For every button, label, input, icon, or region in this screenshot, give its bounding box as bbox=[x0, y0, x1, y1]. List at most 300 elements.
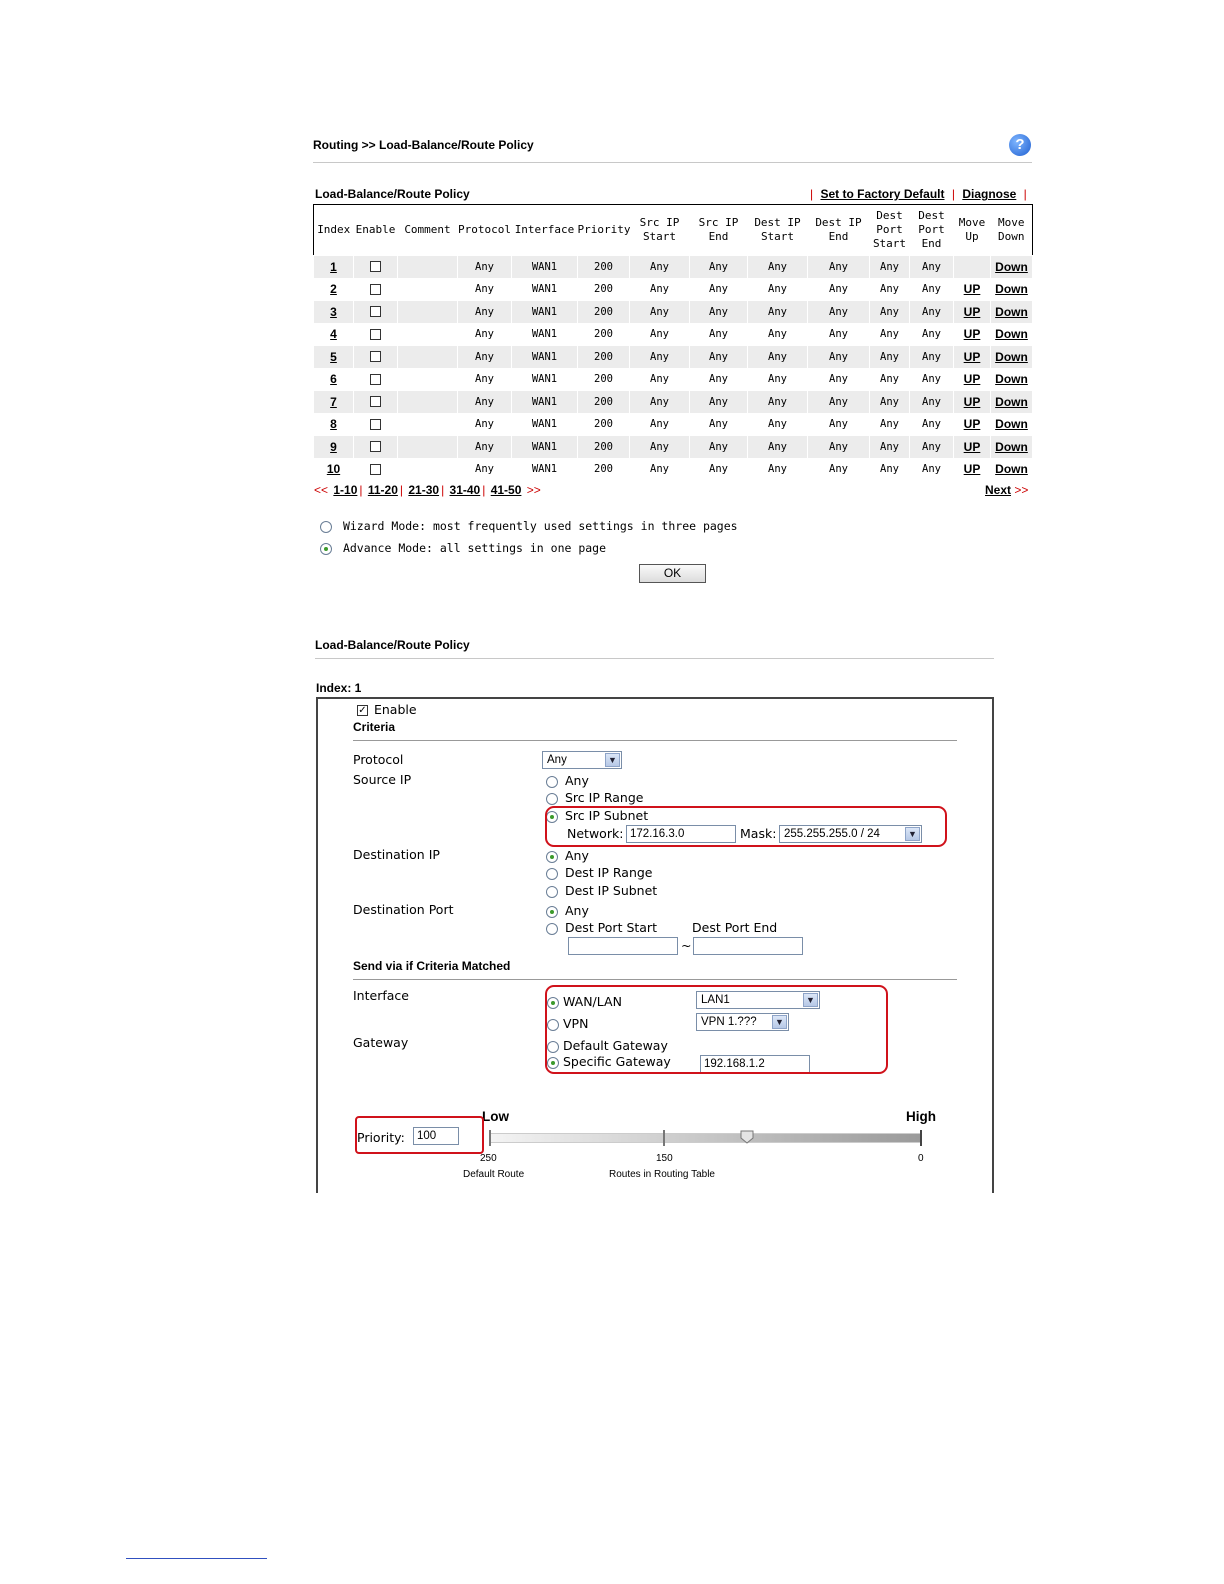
page-link[interactable]: 1-10 bbox=[333, 483, 358, 497]
row-comment bbox=[398, 413, 458, 436]
row-dst-start: Any bbox=[748, 436, 808, 459]
move-down-cell bbox=[991, 256, 1033, 279]
row-comment bbox=[398, 256, 458, 279]
row-index-link[interactable]: 3 bbox=[314, 301, 354, 324]
row-enable-cell bbox=[354, 323, 398, 346]
criteria-divider bbox=[353, 740, 957, 741]
row-dst-start: Any bbox=[748, 458, 808, 481]
table-row bbox=[314, 346, 1033, 369]
wizard-mode-radio[interactable] bbox=[320, 521, 332, 533]
row-priority: 200 bbox=[578, 323, 630, 346]
move-down-link[interactable]: Down bbox=[995, 304, 1028, 319]
row-priority: 200 bbox=[578, 368, 630, 391]
move-down-link[interactable]: Down bbox=[995, 327, 1028, 342]
move-down-link[interactable]: Down bbox=[995, 349, 1028, 364]
priority-slider-track[interactable] bbox=[490, 1133, 922, 1143]
move-up-cell bbox=[954, 436, 991, 459]
link-separator: | bbox=[1023, 187, 1027, 201]
move-down-link[interactable]: Down bbox=[995, 394, 1028, 409]
row-interface: WAN1 bbox=[512, 413, 578, 436]
row-enable-cell bbox=[354, 458, 398, 481]
column-header: Dest Port Start bbox=[872, 209, 907, 250]
vpn-select-value: VPN 1.??? bbox=[701, 1016, 757, 1028]
dst-any-option[interactable] bbox=[546, 848, 589, 863]
row-index-link[interactable]: 5 bbox=[314, 346, 354, 369]
footer-line bbox=[126, 1558, 267, 1559]
enable-checkbox[interactable] bbox=[357, 705, 368, 716]
row-interface: WAN1 bbox=[512, 256, 578, 279]
row-interface: WAN1 bbox=[512, 323, 578, 346]
row-src-end: Any bbox=[690, 346, 748, 369]
row-protocol: Any bbox=[458, 436, 512, 459]
table-row bbox=[314, 323, 1033, 346]
dst-subnet-option[interactable] bbox=[546, 883, 657, 898]
low-label: Low bbox=[482, 1109, 509, 1124]
dst-range-option[interactable] bbox=[546, 865, 653, 880]
port-tilde: ~ bbox=[681, 938, 692, 953]
row-protocol: Any bbox=[458, 323, 512, 346]
diagnose-link[interactable]: Diagnose bbox=[962, 187, 1017, 201]
index-label: Index: 1 bbox=[316, 681, 362, 695]
move-up-cell bbox=[954, 301, 991, 324]
table-row bbox=[314, 256, 1033, 279]
row-interface: WAN1 bbox=[512, 436, 578, 459]
dport-any-option[interactable] bbox=[546, 903, 589, 918]
move-down-link[interactable]: Down bbox=[995, 372, 1028, 387]
high-label: High bbox=[906, 1109, 936, 1124]
row-dport-start: Any bbox=[870, 436, 910, 459]
slider-tick-250 bbox=[489, 1130, 491, 1146]
dst-any-label: Any bbox=[564, 848, 589, 863]
dst-subnet-radio[interactable] bbox=[546, 886, 558, 898]
src-any-label: Any bbox=[564, 773, 589, 788]
row-comment bbox=[398, 436, 458, 459]
pager-separator: | bbox=[482, 483, 486, 497]
move-down-cell bbox=[991, 323, 1033, 346]
row-interface: WAN1 bbox=[512, 346, 578, 369]
row-src-start: Any bbox=[630, 436, 690, 459]
move-up-cell bbox=[954, 391, 991, 414]
row-dport-end: Any bbox=[910, 413, 954, 436]
specific-gw-label: Specific Gateway bbox=[562, 1054, 671, 1069]
move-up-cell bbox=[954, 278, 991, 301]
row-enable-cell bbox=[354, 301, 398, 324]
column-header: Move Up bbox=[958, 216, 986, 243]
page-link[interactable]: 21-30 bbox=[408, 483, 440, 497]
move-down-link[interactable]: Down bbox=[995, 282, 1028, 297]
header-divider bbox=[313, 162, 1032, 163]
move-up-link[interactable]: UP bbox=[963, 349, 981, 364]
link-separator: | bbox=[951, 187, 955, 201]
row-priority: 200 bbox=[578, 278, 630, 301]
move-up-cell bbox=[954, 413, 991, 436]
row-index-link[interactable]: 7 bbox=[314, 391, 354, 414]
chevron-down-icon: ▼ bbox=[905, 827, 920, 841]
row-protocol: Any bbox=[458, 368, 512, 391]
row-priority: 200 bbox=[578, 391, 630, 414]
row-enable-checkbox[interactable] bbox=[370, 419, 381, 430]
row-dst-end: Any bbox=[808, 413, 870, 436]
row-dport-end: Any bbox=[910, 458, 954, 481]
dst-subnet-label: Dest IP Subnet bbox=[564, 883, 658, 898]
row-dport-start: Any bbox=[870, 301, 910, 324]
row-enable-cell bbox=[354, 256, 398, 279]
dport-start-label: Dest Port Start bbox=[564, 920, 657, 935]
breadcrumb: Routing >> Load-Balance/Route Policy bbox=[313, 138, 534, 152]
row-src-start: Any bbox=[630, 346, 690, 369]
row-index-link[interactable]: 10 bbox=[314, 458, 354, 481]
gateway-label: Gateway bbox=[353, 1035, 409, 1050]
protocol-select[interactable] bbox=[542, 751, 622, 769]
table-title: Load-Balance/Route Policy bbox=[315, 187, 470, 201]
wanlan-select-value: LAN1 bbox=[701, 994, 730, 1006]
row-index-link[interactable]: 2 bbox=[314, 278, 354, 301]
row-src-end: Any bbox=[690, 458, 748, 481]
row-dport-start: Any bbox=[870, 368, 910, 391]
row-enable-checkbox[interactable] bbox=[370, 261, 381, 272]
gateway-input[interactable]: 192.168.1.2 bbox=[700, 1055, 810, 1073]
row-dport-start: Any bbox=[870, 458, 910, 481]
dst-any-radio[interactable] bbox=[546, 851, 558, 863]
pager-more[interactable]: >> bbox=[526, 483, 541, 497]
row-interface: WAN1 bbox=[512, 458, 578, 481]
row-enable-cell bbox=[354, 413, 398, 436]
move-down-cell bbox=[991, 278, 1033, 301]
row-dport-start: Any bbox=[870, 323, 910, 346]
protocol-label: Protocol bbox=[353, 752, 404, 767]
tick-label-0: 0 bbox=[918, 1153, 924, 1164]
enable-label: Enable bbox=[373, 702, 417, 717]
move-down-cell bbox=[991, 436, 1033, 459]
row-src-end: Any bbox=[690, 278, 748, 301]
row-priority: 200 bbox=[578, 256, 630, 279]
chevron-down-icon: ▼ bbox=[605, 753, 620, 767]
row-enable-cell bbox=[354, 368, 398, 391]
row-enable-cell bbox=[354, 278, 398, 301]
priority-input[interactable]: 100 bbox=[413, 1127, 459, 1145]
row-dst-start: Any bbox=[748, 391, 808, 414]
advance-mode-option[interactable] bbox=[320, 541, 606, 555]
advance-mode-label: Advance Mode: all settings in one page bbox=[342, 541, 607, 555]
move-up-link[interactable]: UP bbox=[963, 462, 981, 477]
row-src-start: Any bbox=[630, 323, 690, 346]
row-protocol: Any bbox=[458, 256, 512, 279]
move-up-cell bbox=[954, 346, 991, 369]
vpn-label: VPN bbox=[562, 1016, 589, 1031]
table-row bbox=[314, 458, 1033, 481]
move-down-link[interactable]: Down bbox=[995, 417, 1028, 432]
dest-port-label: Destination Port bbox=[353, 902, 454, 917]
column-header: Index bbox=[317, 223, 351, 236]
wizard-mode-option[interactable] bbox=[320, 519, 738, 533]
row-dport-start: Any bbox=[870, 346, 910, 369]
src-any-option[interactable] bbox=[546, 773, 589, 788]
table-row bbox=[314, 278, 1033, 301]
move-down-cell bbox=[991, 346, 1033, 369]
column-header: Dest Port End bbox=[918, 209, 945, 250]
row-enable-checkbox[interactable] bbox=[370, 441, 381, 452]
row-dst-end: Any bbox=[808, 391, 870, 414]
row-enable-checkbox[interactable] bbox=[370, 374, 381, 385]
row-enable-checkbox[interactable] bbox=[370, 351, 381, 362]
row-comment bbox=[398, 368, 458, 391]
row-interface: WAN1 bbox=[512, 278, 578, 301]
dport-range-option[interactable] bbox=[546, 920, 657, 935]
next-arrow: >> bbox=[1014, 483, 1029, 497]
row-index-link[interactable]: 1 bbox=[314, 256, 354, 279]
row-dst-end: Any bbox=[808, 278, 870, 301]
pager-separator: | bbox=[441, 483, 445, 497]
table-row bbox=[314, 436, 1033, 459]
dport-range-radio[interactable] bbox=[546, 923, 558, 935]
dport-end-label: Dest Port End bbox=[692, 920, 778, 935]
row-enable-checkbox[interactable] bbox=[370, 284, 381, 295]
dport-any-label: Any bbox=[564, 903, 589, 918]
criteria-heading: Criteria bbox=[353, 720, 396, 734]
mask-label: Mask: bbox=[740, 826, 777, 841]
slider-tick-0 bbox=[920, 1130, 922, 1146]
next-link[interactable]: Next bbox=[985, 483, 1012, 497]
row-index-link[interactable]: 9 bbox=[314, 436, 354, 459]
move-up-link[interactable]: UP bbox=[963, 417, 981, 432]
slider-tick-150 bbox=[663, 1130, 665, 1146]
row-dport-end: Any bbox=[910, 256, 954, 279]
row-index-link[interactable]: 8 bbox=[314, 413, 354, 436]
wizard-mode-label: Wizard Mode: most frequently used settings in three pages bbox=[342, 519, 738, 533]
row-dst-end: Any bbox=[808, 346, 870, 369]
move-down-cell bbox=[991, 368, 1033, 391]
row-src-start: Any bbox=[630, 278, 690, 301]
row-src-start: Any bbox=[630, 458, 690, 481]
row-protocol: Any bbox=[458, 391, 512, 414]
row-dst-end: Any bbox=[808, 323, 870, 346]
editor-title: Load-Balance/Route Policy bbox=[315, 638, 470, 652]
row-dport-end: Any bbox=[910, 436, 954, 459]
column-header: Protocol bbox=[458, 223, 511, 236]
move-up-link[interactable]: UP bbox=[963, 372, 981, 387]
row-protocol: Any bbox=[458, 413, 512, 436]
column-header: Dest IP End bbox=[815, 216, 862, 243]
row-src-start: Any bbox=[630, 368, 690, 391]
row-comment bbox=[398, 458, 458, 481]
priority-label: Priority: bbox=[357, 1130, 405, 1145]
row-dport-start: Any bbox=[870, 413, 910, 436]
move-down-link[interactable]: Down bbox=[995, 462, 1028, 477]
row-index-link[interactable]: 4 bbox=[314, 323, 354, 346]
row-protocol: Any bbox=[458, 278, 512, 301]
row-priority: 200 bbox=[578, 346, 630, 369]
src-range-label: Src IP Range bbox=[564, 790, 644, 805]
page-link[interactable]: 11-20 bbox=[367, 483, 398, 497]
row-dport-end: Any bbox=[910, 346, 954, 369]
row-dst-end: Any bbox=[808, 301, 870, 324]
row-enable-checkbox[interactable] bbox=[370, 464, 381, 475]
row-comment bbox=[398, 301, 458, 324]
row-enable-checkbox[interactable] bbox=[370, 329, 381, 340]
default-route-label: Default Route bbox=[463, 1169, 525, 1180]
row-priority: 200 bbox=[578, 301, 630, 324]
wanlan-label: WAN/LAN bbox=[562, 994, 622, 1009]
row-dst-start: Any bbox=[748, 256, 808, 279]
src-range-radio[interactable] bbox=[546, 793, 558, 805]
move-down-cell bbox=[991, 301, 1033, 324]
network-input[interactable]: 172.16.3.0 bbox=[626, 825, 736, 843]
move-up-link[interactable]: UP bbox=[963, 282, 981, 297]
table-row bbox=[314, 301, 1033, 324]
protocol-select-value: Any bbox=[547, 754, 567, 766]
enable-option[interactable] bbox=[357, 702, 417, 717]
move-up-link[interactable]: UP bbox=[963, 394, 981, 409]
src-range-option[interactable] bbox=[546, 790, 643, 805]
row-protocol: Any bbox=[458, 301, 512, 324]
dest-ip-label: Destination IP bbox=[353, 847, 440, 862]
row-enable-cell bbox=[354, 346, 398, 369]
row-dport-end: Any bbox=[910, 323, 954, 346]
row-src-end: Any bbox=[690, 256, 748, 279]
ok-button[interactable]: OK bbox=[639, 564, 706, 583]
row-comment bbox=[398, 278, 458, 301]
row-enable-checkbox[interactable] bbox=[370, 396, 381, 407]
editor-divider bbox=[315, 658, 994, 659]
row-dst-start: Any bbox=[748, 368, 808, 391]
move-down-link[interactable]: Down bbox=[995, 439, 1028, 454]
row-src-start: Any bbox=[630, 391, 690, 414]
row-dst-end: Any bbox=[808, 368, 870, 391]
move-up-cell bbox=[954, 323, 991, 346]
row-priority: 200 bbox=[578, 436, 630, 459]
row-priority: 200 bbox=[578, 458, 630, 481]
row-dst-end: Any bbox=[808, 458, 870, 481]
column-header: Dest IP Start bbox=[754, 216, 801, 243]
send-via-divider bbox=[353, 979, 957, 980]
table-row bbox=[314, 413, 1033, 436]
table-row bbox=[314, 391, 1033, 414]
column-header: Src IP Start bbox=[639, 216, 680, 243]
row-src-start: Any bbox=[630, 301, 690, 324]
row-interface: WAN1 bbox=[512, 368, 578, 391]
row-index-link[interactable]: 6 bbox=[314, 368, 354, 391]
row-dst-start: Any bbox=[748, 413, 808, 436]
row-dport-start: Any bbox=[870, 391, 910, 414]
move-down-cell bbox=[991, 391, 1033, 414]
pager bbox=[314, 483, 541, 497]
row-protocol: Any bbox=[458, 346, 512, 369]
column-header: Comment bbox=[404, 223, 451, 236]
column-header: Src IP End bbox=[698, 216, 739, 243]
page-link[interactable]: 31-40 bbox=[449, 483, 481, 497]
default-gw-label: Default Gateway bbox=[562, 1038, 668, 1053]
row-interface: WAN1 bbox=[512, 301, 578, 324]
table-row bbox=[314, 368, 1033, 391]
pager-next[interactable] bbox=[985, 483, 1028, 497]
row-src-start: Any bbox=[630, 256, 690, 279]
row-dport-end: Any bbox=[910, 278, 954, 301]
row-dport-end: Any bbox=[910, 391, 954, 414]
priority-highlight bbox=[355, 1116, 484, 1154]
row-priority: 200 bbox=[578, 413, 630, 436]
row-comment bbox=[398, 346, 458, 369]
pager-prev[interactable]: << bbox=[314, 483, 329, 497]
row-dport-end: Any bbox=[910, 301, 954, 324]
row-comment bbox=[398, 323, 458, 346]
row-dport-end: Any bbox=[910, 368, 954, 391]
row-src-end: Any bbox=[690, 436, 748, 459]
mask-select-value: 255.255.255.0 / 24 bbox=[784, 828, 880, 840]
column-header: Move Down bbox=[998, 216, 1025, 243]
src-subnet-label: Src IP Subnet bbox=[564, 808, 649, 823]
move-up-cell bbox=[954, 368, 991, 391]
row-dst-end: Any bbox=[808, 436, 870, 459]
row-dst-start: Any bbox=[748, 278, 808, 301]
row-dport-start: Any bbox=[870, 278, 910, 301]
row-src-end: Any bbox=[690, 301, 748, 324]
move-down-cell bbox=[991, 458, 1033, 481]
move-up-cell bbox=[954, 458, 991, 481]
interface-highlight bbox=[545, 985, 888, 1074]
move-up-link[interactable]: UP bbox=[963, 327, 981, 342]
row-enable-cell bbox=[354, 436, 398, 459]
src-any-radio[interactable] bbox=[546, 776, 558, 788]
routes-table-label: Routes in Routing Table bbox=[609, 1169, 715, 1180]
dport-end-input[interactable] bbox=[693, 937, 803, 955]
link-separator: | bbox=[810, 187, 814, 201]
help-icon[interactable]: ? bbox=[1009, 134, 1031, 156]
move-up-link[interactable]: UP bbox=[963, 304, 981, 319]
row-enable-cell bbox=[354, 391, 398, 414]
column-header: Interface bbox=[514, 223, 575, 236]
row-dst-end: Any bbox=[808, 256, 870, 279]
dport-start-input[interactable] bbox=[568, 937, 678, 955]
dst-range-radio[interactable] bbox=[546, 868, 558, 880]
row-src-end: Any bbox=[690, 323, 748, 346]
interface-label: Interface bbox=[353, 988, 409, 1003]
chevron-down-icon: ▼ bbox=[803, 993, 818, 1007]
row-src-end: Any bbox=[690, 368, 748, 391]
page-link[interactable]: 41-50 bbox=[490, 483, 522, 497]
tick-label-250: 250 bbox=[480, 1153, 497, 1164]
pager-separator: | bbox=[399, 483, 404, 497]
tick-label-150: 150 bbox=[656, 1153, 673, 1164]
chevron-down-icon: ▼ bbox=[772, 1015, 787, 1029]
row-enable-checkbox[interactable] bbox=[370, 306, 381, 317]
row-protocol: Any bbox=[458, 458, 512, 481]
move-down-cell bbox=[991, 413, 1033, 436]
slider-handle-icon[interactable] bbox=[740, 1129, 754, 1143]
advance-mode-radio[interactable] bbox=[320, 543, 332, 555]
row-dport-start: Any bbox=[870, 256, 910, 279]
row-dst-start: Any bbox=[748, 323, 808, 346]
row-dst-start: Any bbox=[748, 346, 808, 369]
row-interface: WAN1 bbox=[512, 391, 578, 414]
send-via-heading: Send via if Criteria Matched bbox=[353, 959, 511, 973]
factory-default-link[interactable]: Set to Factory Default bbox=[820, 187, 945, 201]
column-header: Priority bbox=[577, 223, 631, 236]
dport-any-radio[interactable] bbox=[546, 906, 558, 918]
table-body bbox=[314, 256, 1033, 481]
move-down-link[interactable]: Down bbox=[995, 259, 1028, 274]
table-links bbox=[810, 187, 1027, 201]
dst-range-label: Dest IP Range bbox=[564, 865, 653, 880]
row-comment bbox=[398, 391, 458, 414]
pager-separator: | bbox=[359, 483, 363, 497]
column-header: Enable bbox=[355, 223, 396, 236]
row-src-end: Any bbox=[690, 391, 748, 414]
subnet-highlight bbox=[545, 806, 947, 847]
row-src-end: Any bbox=[690, 413, 748, 436]
row-src-start: Any bbox=[630, 413, 690, 436]
policy-table bbox=[313, 204, 1033, 481]
move-up-link[interactable]: UP bbox=[963, 439, 981, 454]
